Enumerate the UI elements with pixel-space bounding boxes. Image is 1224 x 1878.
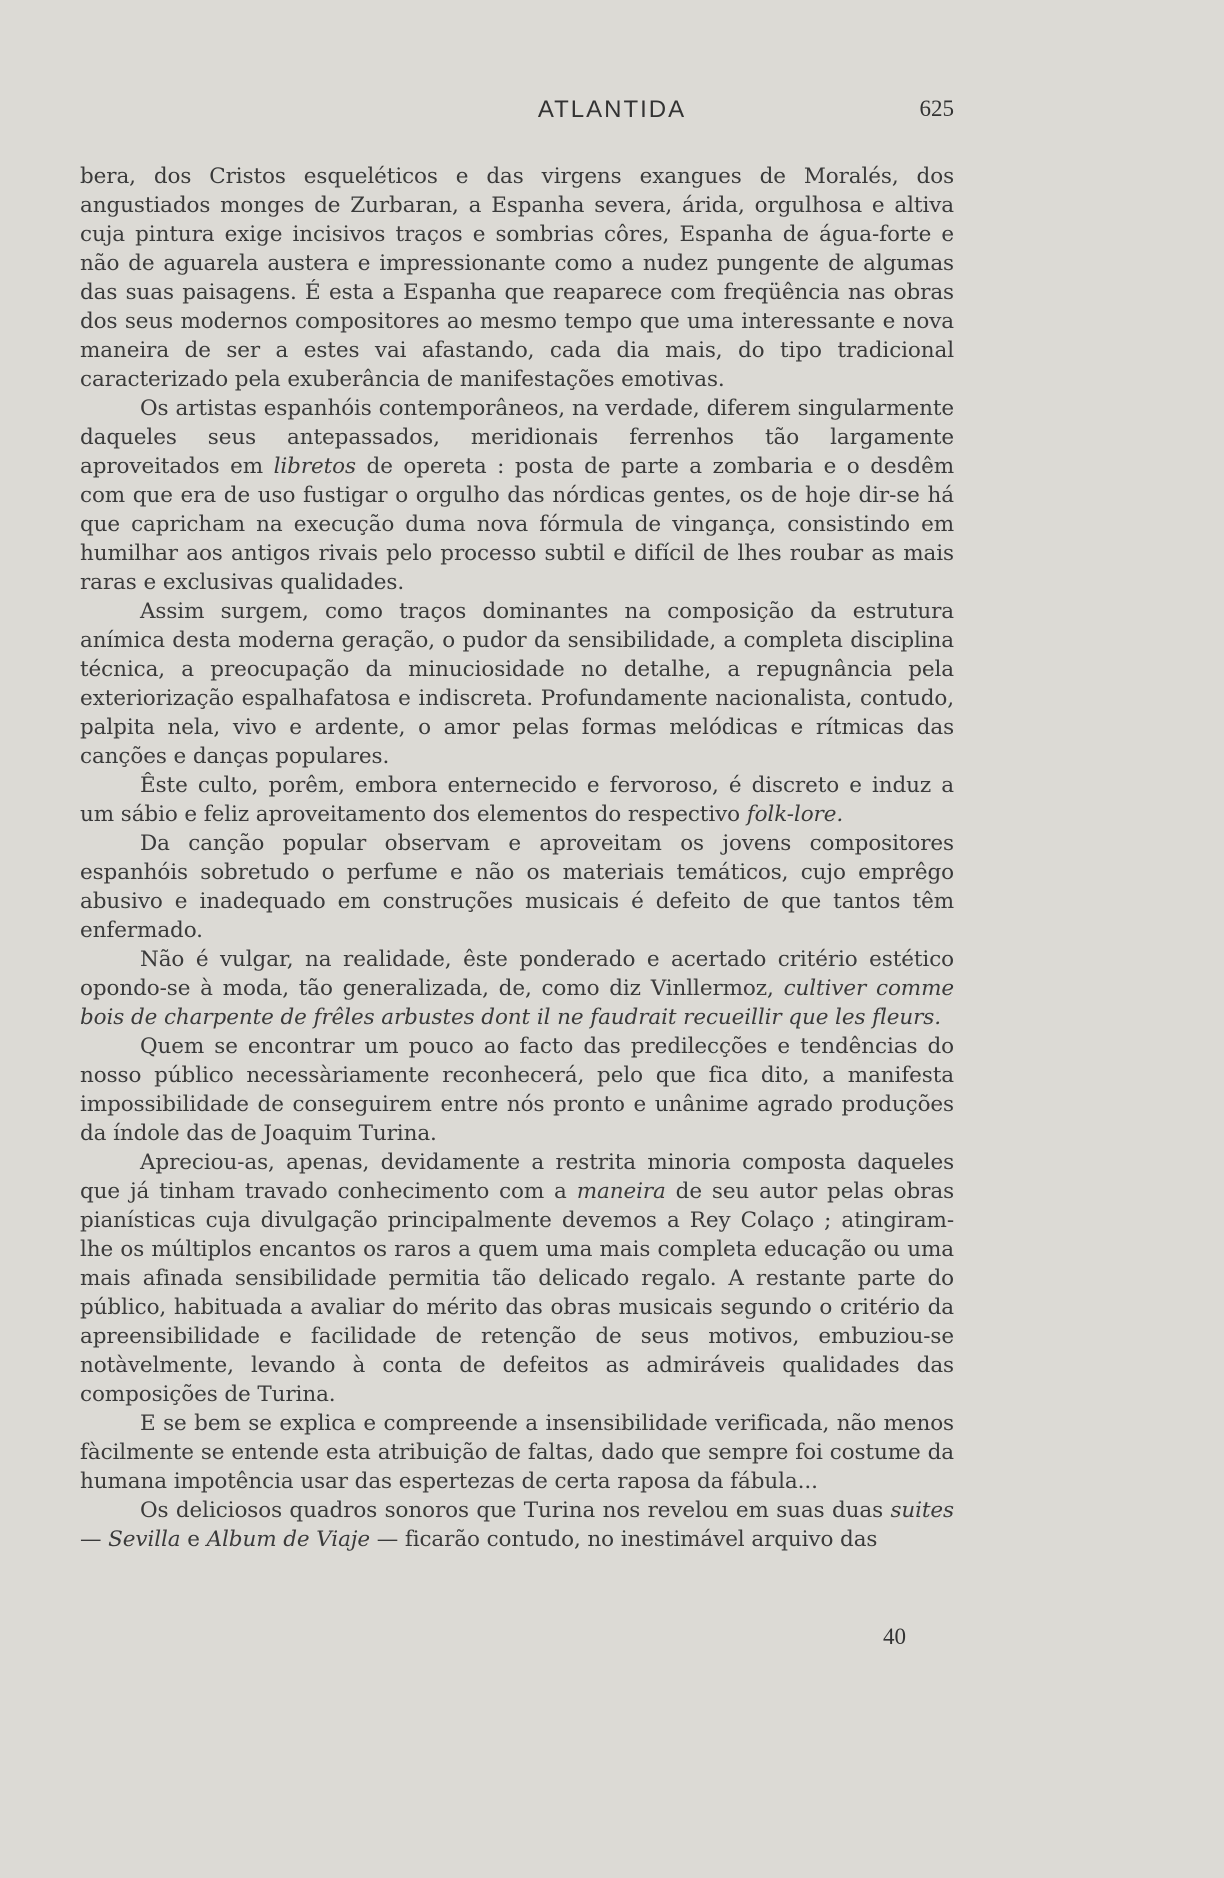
text-run: Não é vulgar, na realidade, êste ponderado e acertado critério estético opondo-se à moda, tão generalizada, de, como diz Vinllermoz, (80, 947, 954, 1001)
paragraph (80, 1032, 954, 1148)
page-number: 625 (919, 96, 954, 121)
italic-text: maneira (576, 1179, 666, 1204)
paragraph (80, 829, 954, 945)
text-run: Quem se encontrar um pouco ao facto das predilecções e tendências do nosso público necessàriamente reconhecerá, pelo que fica dito, a manifesta impossibilidade de conseguirem entre nós pronto e unânime agrado produções da índole das de Joaquim Turina. (80, 1034, 954, 1146)
text-run: Apreciou-as, apenas, devidamente a restrita minoria composta daqueles que já tinham travado conhecimento com a (80, 1150, 954, 1204)
text-run: E se bem se explica e compreende a insensibilidade verificada, não menos fàcilmente se entende esta atribuição de faltas, dado que sempre foi costume da humana impotência usar das espertezas de certa raposa da fábula... (80, 1411, 954, 1494)
body-text (80, 162, 954, 1554)
text-run: — ficarão contudo, no inestimável arquivo das (369, 1527, 878, 1552)
text-run: Os deliciosos quadros sonoros que Turina nos revelou em suas duas (140, 1498, 891, 1523)
paragraph (80, 1496, 954, 1554)
text-run: bera, dos Cristos esqueléticos e das virgens exangues de Moralés, dos angustiados monges de Zurbaran, a Espanha severa, árida, orgulhosa e altiva cuja pintura exige incisivos traços e sombrias côres, Espanha de água-forte e não de aguarela austera e impressionante como a nudez pungente de algumas das suas paisagens. É esta a Espanha que reaparece com freqüência nas obras dos seus modernos compositores ao mesmo tempo que uma interessante e nova maneira de ser a estes vai afastando, cada dia mais, do tipo tradicional caracterizado pela exuberância de manifestações emotivas. (80, 164, 954, 392)
italic-text: suites (890, 1498, 954, 1523)
paragraph (80, 1409, 954, 1496)
text-run: de opereta : posta de parte a zombaria e o desdêm com que era de uso fustigar o orgulho das nórdicas gentes, os de hoje dir-se há que capricham na execução duma nova fórmula de vingança, consistindo em humilhar aos antigos rivais pelo processo subtil e difícil de lhes roubar as mais raras e exclusivas qualidades. (80, 454, 954, 595)
text-run: Êste culto, porêm, embora enternecido e fervoroso, é discreto e induz a um sábio e feliz aproveitamento dos elementos do respectivo (80, 773, 954, 827)
text-run: Da canção popular observam e aproveitam os jovens compositores espanhóis sobretudo o perfume e não os materiais temáticos, cujo emprêgo abusivo e inadequado em construções musicais é defeito de que tantos têm enfermado. (80, 831, 954, 943)
paragraph (80, 597, 954, 771)
text-run: Os artistas espanhóis contemporâneos, na verdade, diferem singularmente daqueles seus antepassados, meridionais ferrenhos tão largamente aproveitados em (80, 396, 954, 479)
italic-text: libretos (273, 454, 356, 479)
italic-text: cultiver comme bois de charpente de frêles arbustes dont il ne faudrait recueillir que les fleurs. (80, 976, 954, 1030)
text-run: — (80, 1527, 109, 1552)
paragraph (80, 1148, 954, 1409)
paragraph (80, 162, 954, 394)
paragraph (80, 771, 954, 829)
paragraph (80, 945, 954, 1032)
text-run: de seu autor pelas obras pianísticas cuja divulgação principalmente devemos a Rey Colaço ; atingiram-lhe os múltiplos encantos os raros a quem uma mais completa educação ou uma mais afinada sensibilidade permitia tão delicado regalo. A restante parte do público, habituada a avaliar do mérito das obras musicais segundo o critério da apreensibilidade e facilidade de retenção de seus motivos, embuziou-se notàvelmente, levando à conta de defeitos as admiráveis qualidades das composições de Turina. (80, 1179, 955, 1407)
paragraph (80, 394, 954, 597)
italic-text: Album de Viaje (206, 1527, 370, 1552)
italic-text: folk-lore. (746, 802, 844, 827)
text-run: Assim surgem, como traços dominantes na composição da estrutura anímica desta moderna geração, o pudor da sensibilidade, a completa disciplina técnica, a preocupação da minuciosidade no detalhe, a repugnância pela exteriorização espalhafatosa e indiscreta. Profundamente nacionalista, contudo, palpita nela, vivo e ardente, o amor pelas formas melódicas e rítmicas das canções e danças populares. (80, 599, 954, 769)
running-header-title: ATLANTIDA (537, 96, 687, 123)
signature-mark: 40 (883, 1624, 906, 1649)
italic-text: Sevilla (108, 1527, 181, 1552)
text-run: e (180, 1527, 207, 1552)
